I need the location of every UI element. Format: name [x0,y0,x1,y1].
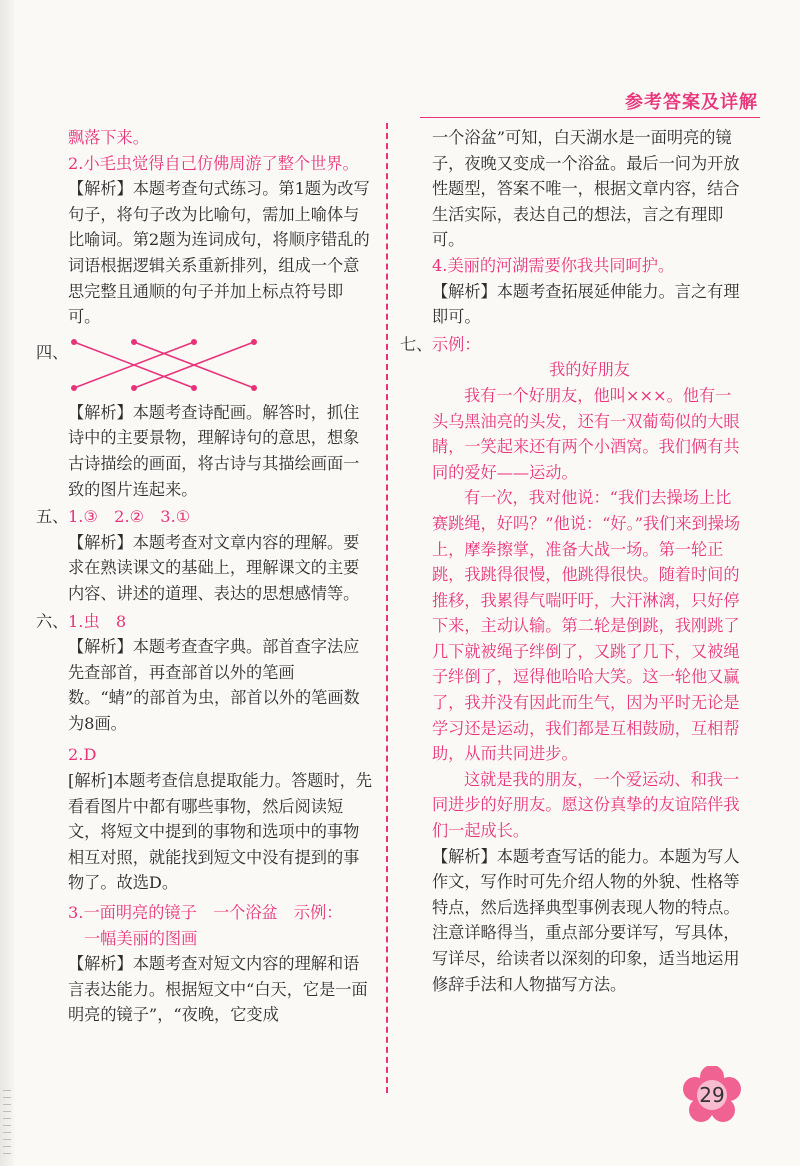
dot-top-2 [131,339,137,345]
page-number-badge [683,1066,741,1124]
section-6-answer-3a: 3.一面明亮的镜子 一个浴盆 示例： [68,903,343,923]
dot-bottom-4 [251,385,257,391]
section-7-number: 七、 [400,334,433,354]
section-7 [400,332,747,358]
section-5-number: 五、 [36,507,69,527]
edge-marks [3,1090,11,1160]
answer-line-2: 2.小毛虫觉得自己仿佛周游了整个世界。 [68,153,359,173]
dot-bottom-1 [71,385,77,391]
analysis-6-2: [解析]本题考查信息提取能力。答题时，先看看图片中都有哪些事物，然后阅读短文，将短文中提到的事物和选项中的事物相互对照，就能找到短文中没有提到的事物了。故选D。 [68,771,373,893]
analysis-5: 【解析】本题考查对文章内容的理解。要求在熟读课文的基础上，理解课文的主要内容、讲述的道理、表达的思想感情等。 [68,532,360,603]
section-6-answer-3b: 一幅美丽的图画 [84,928,198,948]
answer-4: 4.美丽的河湖需要你我共同呵护。 [432,255,675,275]
dot-top-4 [251,339,257,345]
page-edge [0,0,14,1166]
analysis-1: 【解析】本题考查句式练习。第1题为改写句子，将句子改为比喻句，需加上喻体与比喻词。第2题为连词成句，将顺序错乱的词语根据逻辑关系重新排列，组成一个意思完整且通顺的句子并加上标点符号即可。 [68,179,370,327]
section-7-label: 示例： [432,334,481,354]
section-4-number: 四、 [36,342,69,362]
right-column [400,125,747,997]
essay-paragraph-1: 我有一个好朋友，他叫×××。他有一头乌黑油亮的头发，还有一双葡萄似的大眼睛，一笑起来还有两个小酒窝。我们俩有共同的爱好——运动。 [432,385,740,482]
dot-bottom-2 [131,385,137,391]
analysis-6-3: 【解析】本题考查对短文内容的理解和语言表达能力。根据短文中“白天，它是一面明亮的镜子”，“夜晚，它变成 [68,954,368,1025]
page-number: 29 [699,1083,725,1107]
header-title: 参考答案及详解 [625,92,758,113]
essay-paragraph-2: 有一次，我对他说：“我们去操场上比赛跳绳，好吗？”他说：“好。”我们来到操场上，摩拳擦掌，准备大战一场。第一轮正跳，我跳得很慢，他跳得很快。随着时间的推移，我累得气喘吁吁，大汗淋漓，只好停下来，主动认输。第二轮是倒跳，我刚跳了几下就被绳子绊倒了，又跳了几下，又被绳子绊倒了，逗得他哈哈大笑。这一轮他又赢了，我并没有因此而生气，因为平时无论是学习还是运动，我们都是互相鼓励，互相帮助，从而共同进步。 [432,488,741,764]
answer-line-1: 飘落下来。 [68,128,149,147]
analysis-6-1: 【解析】本题考查查字典。部首查字法应先查部首，再查部首以外的笔画数。“蜻”的部首为虫，部首以外的笔画数为8画。 [68,637,360,733]
dot-top-3 [191,339,197,345]
sample-essay [400,357,747,843]
section-5-answers: 1.③ 2.② 3.① [68,507,191,527]
section-4 [36,340,374,396]
section-6-number: 六、 [36,611,69,631]
analysis-continued: 一个浴盆”可知，白天湖水是一面明亮的镜子，夜晚又变成一个浴盆。最后一问为开放性题型，答案不唯一，根据文章内容，结合生活实际，表达自己的想法，言之有理即可。 [432,128,740,250]
section-6-answer-2: 2.D [68,745,97,765]
essay-paragraph-3: 这就是我的朋友，一个爱运动、和我一同进步的好朋友。愿这份真挚的友谊陪伴我们一起成长。 [432,769,740,841]
analysis-answer-4: 【解析】本题考查拓展延伸能力。言之有理即可。 [432,281,740,327]
header-rule [420,117,760,118]
section-6 [36,609,374,635]
left-column [36,125,374,1028]
analysis-7: 【解析】本题考查写话的能力。本题为写人作文，写作时可先介绍人物的外貌、性格等特点，然后选择典型事例表现人物的特点。注意详略得当，重点部分要详写，写具体，写详尽，给读者以深刻的印象，适当地运用修辞手法和人物描写方法。 [432,846,740,994]
analysis-4: 【解析】本题考查诗配画。解答时，抓住诗中的主要景物，理解诗句的意思，想象古诗描绘的画面，将古诗与其描绘画面一致的图片连起来。 [68,402,360,499]
dot-top-1 [71,339,77,345]
dot-bottom-3 [191,385,197,391]
column-divider [386,123,388,1093]
section-6-answer-1: 1.虫 8 [68,611,127,631]
matching-lines-diagram [68,336,288,396]
section-5 [36,504,374,530]
essay-title: 我的好朋友 [549,360,630,380]
